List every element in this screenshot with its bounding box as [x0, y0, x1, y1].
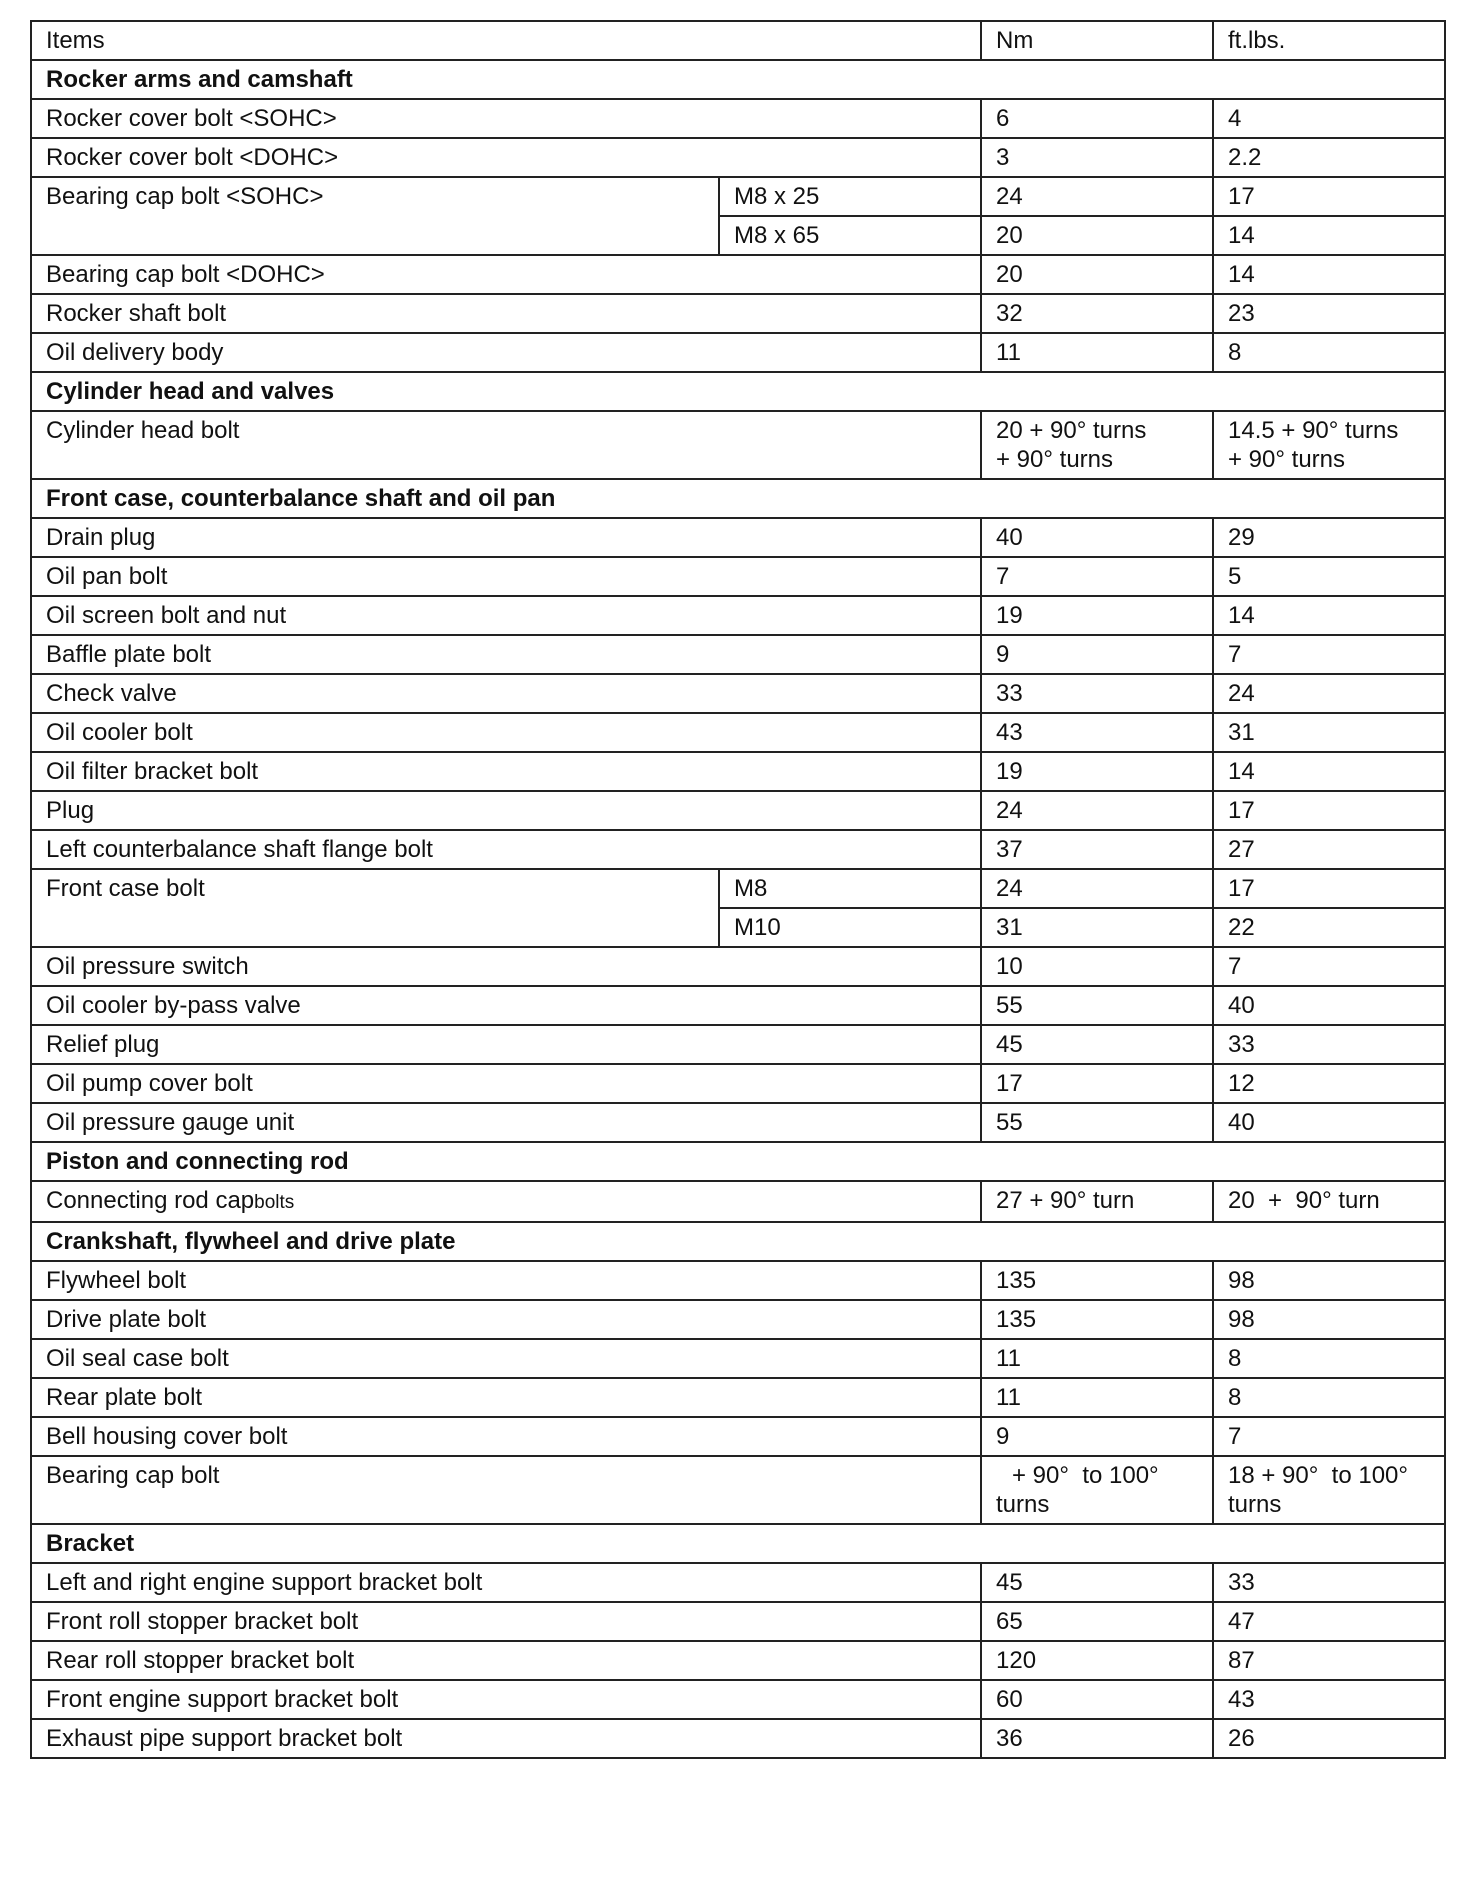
nm-value: 135: [981, 1261, 1213, 1300]
table-row: [31, 596, 1445, 635]
table-row: [31, 255, 1445, 294]
item-spec: M8: [719, 869, 981, 908]
section-header: [31, 1142, 1445, 1181]
table-row: [31, 1417, 1445, 1456]
ftlbs-value: 87: [1213, 1641, 1445, 1680]
section-header: [31, 1222, 1445, 1261]
item-name: Front case bolt: [31, 869, 719, 947]
table-row: [31, 557, 1445, 596]
section-title: Crankshaft, flywheel and drive plate: [31, 1222, 1445, 1261]
item-name: Rear roll stopper bracket bolt: [31, 1641, 981, 1680]
table-row: [31, 1602, 1445, 1641]
item-name: Oil pump cover bolt: [31, 1064, 981, 1103]
item-name: Oil filter bracket bolt: [31, 752, 981, 791]
item-name: Front roll stopper bracket bolt: [31, 1602, 981, 1641]
item-name: Oil screen bolt and nut: [31, 596, 981, 635]
ftlbs-value: 98: [1213, 1261, 1445, 1300]
item-name: Oil delivery body: [31, 333, 981, 372]
nm-value: 43: [981, 713, 1213, 752]
section-title: Front case, counterbalance shaft and oil pan: [31, 479, 1445, 518]
header-nm: Nm: [981, 21, 1213, 60]
item-name: Left counterbalance shaft flange bolt: [31, 830, 981, 869]
table-row: [31, 99, 1445, 138]
table-row: [31, 1456, 1445, 1524]
table-row: [31, 1025, 1445, 1064]
ftlbs-value: 23: [1213, 294, 1445, 333]
ftlbs-value: 27: [1213, 830, 1445, 869]
item-name: Bearing cap bolt: [31, 1456, 981, 1524]
item-name: Bearing cap bolt <SOHC>: [31, 177, 719, 255]
table-row: [31, 1719, 1445, 1758]
table-row: [31, 177, 1445, 216]
nm-value: 55: [981, 986, 1213, 1025]
ftlbs-value: 29: [1213, 518, 1445, 557]
ftlbs-value: 12: [1213, 1064, 1445, 1103]
nm-value: 19: [981, 596, 1213, 635]
ftlbs-value: [1213, 1456, 1445, 1524]
table-row: [31, 713, 1445, 752]
ftlbs-value: 43: [1213, 1680, 1445, 1719]
nm-value: 31: [981, 908, 1213, 947]
item-name: [31, 1181, 981, 1222]
table-row: [31, 1261, 1445, 1300]
ftlbs-value: 5: [1213, 557, 1445, 596]
ftlbs-value: 17: [1213, 869, 1445, 908]
ftlbs-value: 31: [1213, 713, 1445, 752]
table-row: [31, 411, 1445, 479]
nm-value: 40: [981, 518, 1213, 557]
table-row: [31, 635, 1445, 674]
item-name: Front engine support bracket bolt: [31, 1680, 981, 1719]
ftlbs-value: 40: [1213, 986, 1445, 1025]
table-row: [31, 752, 1445, 791]
table-row: [31, 1300, 1445, 1339]
section-header: [31, 479, 1445, 518]
ftlbs-value: 7: [1213, 947, 1445, 986]
section-title: Piston and connecting rod: [31, 1142, 1445, 1181]
item-name: Left and right engine support bracket bolt: [31, 1563, 981, 1602]
nm-value: 17: [981, 1064, 1213, 1103]
item-name: Relief plug: [31, 1025, 981, 1064]
ftlbs-value: 17: [1213, 177, 1445, 216]
ftlbs-value: 17: [1213, 791, 1445, 830]
ftlbs-value: [1213, 411, 1445, 479]
section-header: [31, 60, 1445, 99]
nm-line: turns: [996, 1491, 1050, 1518]
header-row: [31, 21, 1445, 60]
section-header: [31, 1524, 1445, 1563]
table-row: [31, 1378, 1445, 1417]
item-name: Oil pan bolt: [31, 557, 981, 596]
ftlbs-value: 24: [1213, 674, 1445, 713]
ftlbs-value: 2.2: [1213, 138, 1445, 177]
nm-line: + 90° to 100°: [1012, 1462, 1159, 1489]
nm-value: 11: [981, 1339, 1213, 1378]
item-name: Rocker cover bolt <SOHC>: [31, 99, 981, 138]
nm-value: 65: [981, 1602, 1213, 1641]
table-row: [31, 294, 1445, 333]
nm-line: 20 + 90° turns: [996, 417, 1147, 444]
ftlbs-value: 14: [1213, 216, 1445, 255]
nm-value: 24: [981, 177, 1213, 216]
nm-value: 120: [981, 1641, 1213, 1680]
ftlbs-value: 22: [1213, 908, 1445, 947]
nm-value: 9: [981, 1417, 1213, 1456]
table-row: [31, 986, 1445, 1025]
ftlbs-value: 33: [1213, 1025, 1445, 1064]
nm-value: 37: [981, 830, 1213, 869]
item-name: Baffle plate bolt: [31, 635, 981, 674]
nm-line: + 90° turns: [996, 446, 1113, 473]
ft-line: + 90° turns: [1228, 446, 1345, 473]
ft-line: turns: [1228, 1491, 1282, 1518]
nm-value: 135: [981, 1300, 1213, 1339]
ftlbs-value: 40: [1213, 1103, 1445, 1142]
table-row: [31, 830, 1445, 869]
ftlbs-value: 7: [1213, 1417, 1445, 1456]
nm-value: 19: [981, 752, 1213, 791]
table-row: [31, 1680, 1445, 1719]
item-name: Exhaust pipe support bracket bolt: [31, 1719, 981, 1758]
table-row: [31, 1103, 1445, 1142]
nm-value: 45: [981, 1563, 1213, 1602]
table-row: [31, 947, 1445, 986]
item-name: Drive plate bolt: [31, 1300, 981, 1339]
table-row: [31, 869, 1445, 908]
item-name: Plug: [31, 791, 981, 830]
item-name: Rocker cover bolt <DOHC>: [31, 138, 981, 177]
item-spec: M8 x 65: [719, 216, 981, 255]
item-name: Flywheel bolt: [31, 1261, 981, 1300]
table-row: [31, 1563, 1445, 1602]
item-name: Oil seal case bolt: [31, 1339, 981, 1378]
item-name: Drain plug: [31, 518, 981, 557]
item-name: Oil cooler by-pass valve: [31, 986, 981, 1025]
ftlbs-value: 7: [1213, 635, 1445, 674]
table-row: [31, 518, 1445, 557]
nm-value: 36: [981, 1719, 1213, 1758]
nm-value: 20: [981, 255, 1213, 294]
nm-value: 3: [981, 138, 1213, 177]
item-name: Oil pressure switch: [31, 947, 981, 986]
ftlbs-value: 33: [1213, 1563, 1445, 1602]
nm-value: [981, 411, 1213, 479]
item-name-suffix: bolts: [254, 1192, 295, 1213]
ftlbs-value: 14: [1213, 596, 1445, 635]
nm-value: 45: [981, 1025, 1213, 1064]
item-name: Cylinder head bolt: [31, 411, 981, 479]
item-name: Bearing cap bolt <DOHC>: [31, 255, 981, 294]
nm-value: 11: [981, 333, 1213, 372]
ft-line: 18 + 90° to 100°: [1228, 1462, 1408, 1489]
ft-line: 14.5 + 90° turns: [1228, 417, 1399, 444]
header-items: Items: [31, 21, 981, 60]
ftlbs-value: 98: [1213, 1300, 1445, 1339]
nm-value: 7: [981, 557, 1213, 596]
ftlbs-value: 8: [1213, 1339, 1445, 1378]
nm-value: 33: [981, 674, 1213, 713]
item-name: Oil pressure gauge unit: [31, 1103, 981, 1142]
nm-value: 20: [981, 216, 1213, 255]
section-title: Cylinder head and valves: [31, 372, 1445, 411]
table-row: [31, 674, 1445, 713]
table-row: [31, 1339, 1445, 1378]
table-row: [31, 791, 1445, 830]
table-row: [31, 138, 1445, 177]
item-name: Rocker shaft bolt: [31, 294, 981, 333]
table-row: [31, 1064, 1445, 1103]
nm-value: 27 + 90° turn: [981, 1181, 1213, 1222]
table-row: [31, 1641, 1445, 1680]
nm-value: 11: [981, 1378, 1213, 1417]
torque-spec-table: [30, 20, 1446, 1759]
ftlbs-value: 8: [1213, 1378, 1445, 1417]
nm-value: 24: [981, 869, 1213, 908]
header-ftlbs: ft.lbs.: [1213, 21, 1445, 60]
ftlbs-value: 14: [1213, 255, 1445, 294]
section-title: Rocker arms and camshaft: [31, 60, 1445, 99]
table-row: [31, 333, 1445, 372]
nm-value: 60: [981, 1680, 1213, 1719]
item-name-main: Connecting rod cap: [46, 1187, 255, 1214]
nm-value: 24: [981, 791, 1213, 830]
nm-value: 55: [981, 1103, 1213, 1142]
ftlbs-value: 4: [1213, 99, 1445, 138]
nm-value: 32: [981, 294, 1213, 333]
item-name: Oil cooler bolt: [31, 713, 981, 752]
item-name: Bell housing cover bolt: [31, 1417, 981, 1456]
item-name: Check valve: [31, 674, 981, 713]
nm-value: 6: [981, 99, 1213, 138]
ftlbs-value: 20 + 90° turn: [1213, 1181, 1445, 1222]
ftlbs-value: 47: [1213, 1602, 1445, 1641]
section-header: [31, 372, 1445, 411]
nm-value: [981, 1456, 1213, 1524]
nm-value: 10: [981, 947, 1213, 986]
table-row: [31, 1181, 1445, 1222]
ftlbs-value: 14: [1213, 752, 1445, 791]
nm-value: 9: [981, 635, 1213, 674]
item-spec: M8 x 25: [719, 177, 981, 216]
section-title: Bracket: [31, 1524, 1445, 1563]
ftlbs-value: 26: [1213, 1719, 1445, 1758]
item-spec: M10: [719, 908, 981, 947]
item-name: Rear plate bolt: [31, 1378, 981, 1417]
ftlbs-value: 8: [1213, 333, 1445, 372]
